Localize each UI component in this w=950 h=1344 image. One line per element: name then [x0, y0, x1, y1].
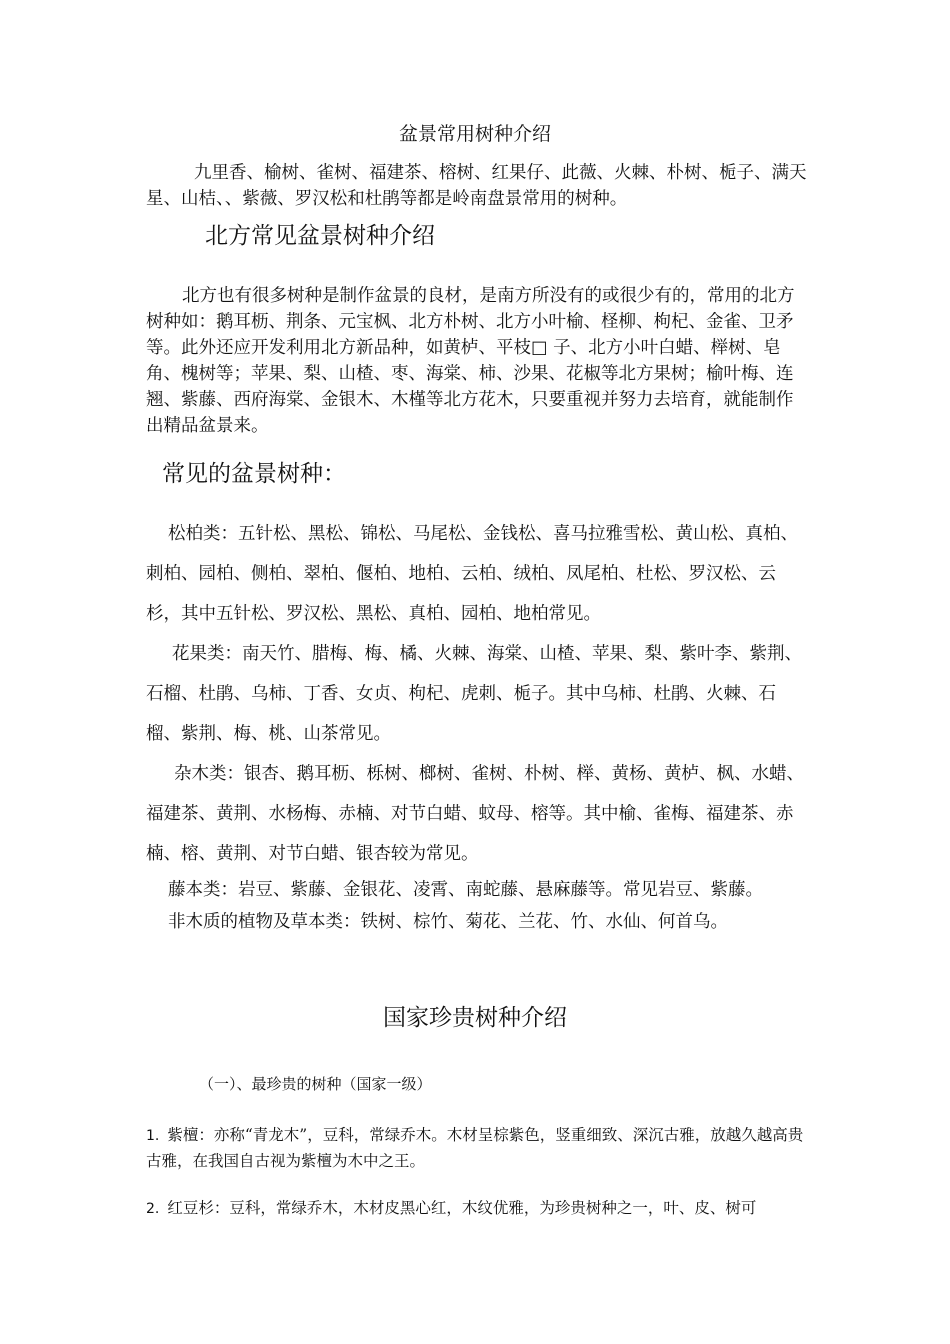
- category-pine-cypress: 松柏类：五针松、黑松、锦松、马尾松、金钱松、喜马拉雅雪松、黄山松、真柏、刺柏、园柏、侧柏、翠柏、偃柏、地柏、云柏、绒柏、凤尾柏、杜松、罗汉松、云杉，其中五针松、罗汉松、黑松、真柏、园柏、地柏常见。: [146, 524, 798, 624]
- list-item-number: 1.: [146, 1128, 160, 1144]
- section-title-northern-species: 北方常见盆景树种介绍: [205, 223, 435, 249]
- paragraph-lingnan-species: 九里香、榆树、雀树、福建茶、榕树、红果仔、此薇、火棘、朴树、栀子、满天星、山桔、、紫薇、罗汉松和杜鹃等都是岭南盘景常用的树种。: [146, 163, 807, 209]
- list-item: [146, 1123, 810, 1174]
- subsection-title-level-one: （一）、最珍贵的树种（国家一级）: [199, 1075, 432, 1093]
- section-title-common-species: 常见的盆景树种：: [162, 461, 346, 487]
- paragraph-northern-species: 北方也有很多树种是制作盆景的良材，是南方所没有的或很少有的，常用的北方树种如：鹅耳枥、荆条、元宝枫、北方朴树、北方小叶榆、柽柳、枸杞、金雀、卫矛等。此外还应开发利用北方新品种，如黄栌、平枝□ 子、北方小叶白蜡、榉树、皂角、槐树等；苹果、梨、山楂、枣、海棠、柿、沙果、花椒等北方果树；榆叶梅、连翘、紫藤、西府海棠、金银木、木槿等北方花木，只要重视并努力去培育，就能制作出精品盆景来。: [146, 286, 795, 436]
- list-item-text: 红豆杉：豆科，常绿乔木，木材皮黑心红，木纹优雅，为珍贵树种之一，叶、皮、树可: [167, 1199, 757, 1217]
- category-non-woody: 非木质的植物及草本类：铁树、棕竹、菊花、兰花、竹、水仙、何首乌。: [168, 912, 728, 932]
- category-vine: 藤本类：岩豆、紫藤、金银花、凌霄、南蛇藤、悬麻藤等。常见岩豆、紫藤。: [168, 880, 763, 900]
- category-list: [146, 514, 810, 938]
- section-title-bonsai-species: 盆景常用树种介绍: [398, 123, 551, 145]
- list-item-text: 紫檀：亦称“青龙木”，豆科，常绿乔木。木材呈棕紫色，竖重细致、深沉古雅，放越久越高贵古雅，在我国自古视为紫檀为木中之王。: [146, 1126, 804, 1170]
- section-title-precious-species: 国家珍贵树种介绍: [383, 1005, 567, 1031]
- list-item: [146, 1196, 810, 1222]
- category-flower-fruit: 花果类：南天竹、腊梅、梅、橘、火棘、海棠、山楂、苹果、梨、紫叶李、紫荆、石榴、杜鹃、乌柿、丁香、女贞、枸杞、虎刺、栀子。其中乌柿、杜鹃、火棘、石榴、紫荆、梅、桃、山茶常见。: [146, 644, 802, 744]
- list-item-number: 2.: [146, 1201, 160, 1217]
- category-misc-wood: 杂木类：银杏、鹅耳枥、栎树、榔树、雀树、朴树、榉、黄杨、黄栌、枫、水蜡、福建茶、黄荆、水杨梅、赤楠、对节白蜡、蚊母、榕等。其中榆、雀梅、福建茶、赤楠、榕、黄荆、对节白蜡、银杏较为常见。: [146, 764, 804, 864]
